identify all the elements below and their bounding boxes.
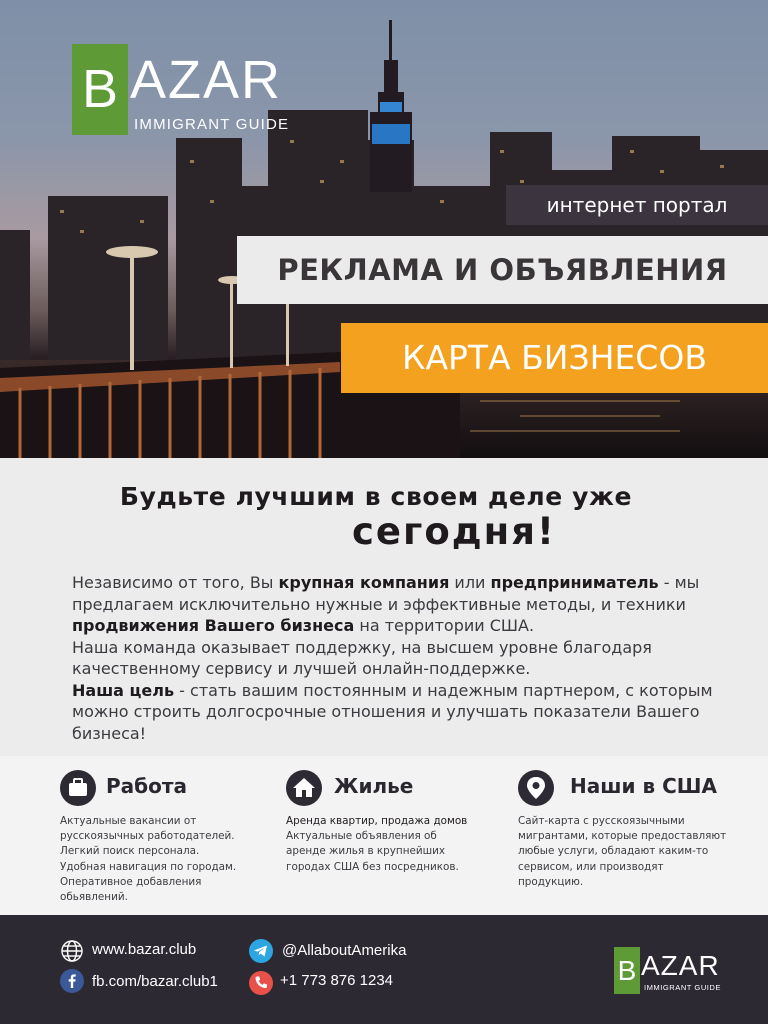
logo-wordmark: AZAR bbox=[130, 50, 283, 110]
telegram-icon bbox=[249, 939, 273, 963]
intro-paragraph bbox=[72, 572, 752, 744]
portal-label: интернет портал bbox=[506, 185, 768, 225]
website-link[interactable]: www.bazar.club bbox=[92, 941, 197, 958]
feature-line: Оперативное добавления bbox=[60, 875, 202, 888]
globe-icon bbox=[60, 939, 84, 963]
para-text: - мы предлагаем исключительно нужные и эффективные методы, и техники bbox=[72, 573, 700, 614]
feature-line: продукцию. bbox=[518, 875, 584, 888]
logo-subtitle: IMMIGRANT GUIDE bbox=[134, 116, 290, 133]
feature-line: аренде жилья в крупнейших bbox=[286, 845, 446, 858]
telegram-link[interactable]: @AllaboutAmerika bbox=[282, 942, 407, 959]
para-bold: предприниматель bbox=[490, 573, 659, 592]
para-text: Наша команда оказывает поддержку, на высшем уровне благодаря качественному сервису и лучшей онлайн-поддержке. bbox=[72, 637, 652, 678]
footer-logo-letter: B bbox=[614, 947, 640, 994]
ads-banner: РЕКЛАМА И ОБЪЯВЛЕНИЯ bbox=[237, 236, 768, 304]
feature-text bbox=[60, 814, 260, 905]
para-text: - стать вашим постоянным и надежным партнером, с которым можно строить долгосрочные отношения и улучшать показатели Вашего бизнеса! bbox=[72, 680, 713, 743]
hero-banner bbox=[0, 0, 768, 458]
footer-bazar-logo[interactable] bbox=[614, 947, 734, 995]
para-bold: Наша цель bbox=[72, 680, 175, 700]
feature-line: Актуальные вакансии от bbox=[60, 815, 197, 827]
headline-line-1: Будьте лучшим в своем деле уже bbox=[119, 482, 633, 511]
feature-line: русскоязычных работодателей. bbox=[60, 830, 235, 843]
bazar-logo[interactable] bbox=[72, 44, 304, 136]
feature-line: Сайт-карта с русскоязычными bbox=[518, 815, 685, 827]
house-icon bbox=[286, 770, 322, 806]
phone-number[interactable]: +1 773 876 1234 bbox=[280, 972, 394, 989]
feature-line: Актуальные объявления об bbox=[286, 830, 437, 843]
feature-title: Работа bbox=[106, 774, 187, 798]
headline-line-2: сегодня! bbox=[352, 510, 556, 553]
business-map-banner: КАРТА БИЗНЕСОВ bbox=[341, 323, 768, 393]
facebook-link[interactable]: fb.com/bazar.club1 bbox=[92, 973, 218, 990]
main-section bbox=[0, 458, 768, 756]
feature-line: сервисом, или производят bbox=[518, 860, 664, 873]
feature-line: любые услуги, обладают каким-то bbox=[518, 845, 709, 858]
phone-icon bbox=[249, 971, 273, 995]
briefcase-icon bbox=[60, 770, 96, 806]
footer-logo-subtitle: IMMIGRANT GUIDE bbox=[644, 983, 721, 992]
footer-logo-wordmark: AZAR bbox=[641, 950, 720, 981]
feature-line: городах США без посредников. bbox=[286, 860, 459, 873]
para-text: Независимо от того, Вы bbox=[72, 573, 279, 592]
feature-line: обьявлений. bbox=[60, 891, 128, 904]
feature-line: Легкий поиск персонала. bbox=[60, 845, 200, 858]
feature-lead: Аренда квартир, продажа домов bbox=[286, 815, 468, 827]
feature-title: Наши в США bbox=[570, 774, 717, 798]
feature-line: Удобная навигация по городам. bbox=[60, 860, 237, 873]
facebook-icon bbox=[60, 969, 84, 993]
feature-text bbox=[518, 814, 748, 890]
para-bold: крупная компания bbox=[278, 573, 450, 592]
feature-title: Жилье bbox=[334, 774, 414, 798]
map-pin-icon bbox=[518, 770, 554, 806]
logo-letter: B bbox=[72, 44, 128, 135]
features-section bbox=[0, 756, 768, 915]
feature-line: мигрантами, которые предоставляют bbox=[518, 830, 727, 843]
para-text: или bbox=[449, 573, 491, 592]
feature-text bbox=[286, 814, 486, 875]
para-text: на территории США. bbox=[354, 616, 535, 635]
para-bold: продвижения Вашего бизнеса bbox=[72, 616, 355, 635]
